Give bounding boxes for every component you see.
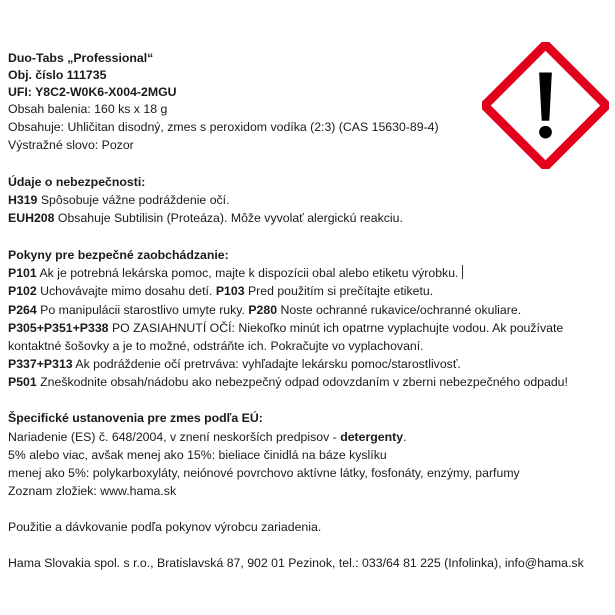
regulation-bold: detergenty <box>340 430 404 444</box>
usage-note: Použitie a dávkovanie podľa pokynov výrobcu zariadenia. <box>8 520 322 534</box>
precaution-text: Po manipulácii starostlivo umyte ruky. <box>36 303 249 317</box>
precaution-code: P501 <box>8 375 37 389</box>
product-name <box>8 50 153 66</box>
regulation-end: . <box>403 430 407 444</box>
product-name-text: Duo-Tabs „Professional“ <box>8 51 154 65</box>
precaution-p102-p103 <box>8 283 433 299</box>
hazard-euh208 <box>8 210 403 226</box>
precaution-code: P102 <box>8 284 37 298</box>
eu-regulation <box>8 429 407 445</box>
text-cursor <box>462 265 463 279</box>
eu-bleach-line: 5% alebo viac, avšak menej ako 15%: bieliace činidlá na báze kyslíku <box>8 448 387 462</box>
precaution-text: Noste ochranné rukavice/ochranné okuliare. <box>277 303 522 317</box>
precaution-p305 <box>8 320 563 336</box>
precaution-code: P103 <box>215 284 245 298</box>
precaution-code: P264 <box>8 303 37 317</box>
precaution-text: Uchovávajte mimo dosahu detí. <box>36 284 216 298</box>
precaution-code: P305+P351+P338 <box>8 321 109 335</box>
precautions-heading-text: Pokyny pre bezpečné zaobchádzanie: <box>8 248 229 262</box>
company-footer: Hama Slovakia spol. s r.o., Bratislavská 87, 902 01 Pezinok, tel.: 033/64 81 225 (Infolinka), info@hama.sk <box>8 556 584 570</box>
precaution-text: PO ZASIAHNUTÍ OČÍ: Niekoľko minút ich opatrne vyplachujte vodou. Ak používate <box>108 321 564 335</box>
eu-ingredients-list-link: Zoznam zložiek: www.hama.sk <box>8 484 177 498</box>
ufi-code-text: UFI: Y8C2-W0K6-X004-2MGU <box>8 85 177 99</box>
hazard-text: Spôsobuje vážne podráždenie očí. <box>37 193 230 207</box>
precaution-text: Ak podráždenie očí pretrváva: vyhľadajte lekársku pomoc/starostlivosť. <box>72 357 461 371</box>
eu-heading <box>8 410 263 426</box>
hazards-heading-text: Údaje o nebezpečnosti: <box>8 175 146 189</box>
precaution-code: P280 <box>248 303 278 317</box>
contains: Obsahuje: Uhličitan disodný, zmes s peroxidom vodíka (2:3) (CAS 15630-89-4) <box>8 120 439 134</box>
signal-word: Výstražné slovo: Pozor <box>8 138 134 152</box>
hazard-code: H319 <box>8 193 38 207</box>
eu-ingredients-line: menej ako 5%: polykarboxyláty, neiónové povrchovo aktívne látky, fosfonáty, enzýmy, parfumy <box>8 466 520 480</box>
hazard-text: Obsahuje Subtilisin (Proteáza). Môže vyvolať alergickú reakciu. <box>54 211 403 225</box>
order-number <box>8 67 106 83</box>
regulation-text: Nariadenie (ES) č. 648/2004, v znení neskorších predpisov - <box>8 430 341 444</box>
precaution-p305-cont: kontaktné šošovky a je to možné, odstráňte ich. Pokračujte vo vyplachovaní. <box>8 339 424 353</box>
precaution-p501 <box>8 374 568 390</box>
hazard-h319 <box>8 192 230 208</box>
ghs07-exclamation-mark-icon <box>482 42 609 169</box>
precaution-text: Zneškodnite obsah/nádobu ako nebezpečný odpad odovzdaním v zberni nebezpečného odpadu! <box>36 375 568 389</box>
order-number-text: Obj. číslo 111735 <box>8 68 107 82</box>
precaution-code: P337+P313 <box>8 357 73 371</box>
ufi-code <box>8 84 177 100</box>
precaution-text: Pred použitím si prečítajte etiketu. <box>244 284 434 298</box>
precaution-p101 <box>8 265 463 281</box>
precaution-code: P101 <box>8 266 37 280</box>
hazard-code: EUH208 <box>8 211 55 225</box>
hazards-heading <box>8 174 145 190</box>
eu-heading-text: Špecifické ustanovenia pre zmes podľa EÚ: <box>8 411 263 425</box>
precaution-p264-p280 <box>8 302 521 318</box>
precaution-text: Ak je potrebná lekárska pomoc, majte k dispozícii obal alebo etiketu výrobku. <box>36 266 459 280</box>
package-content: Obsah balenia: 160 ks x 18 g <box>8 102 168 116</box>
precaution-p337 <box>8 356 461 372</box>
precautions-heading <box>8 247 229 263</box>
